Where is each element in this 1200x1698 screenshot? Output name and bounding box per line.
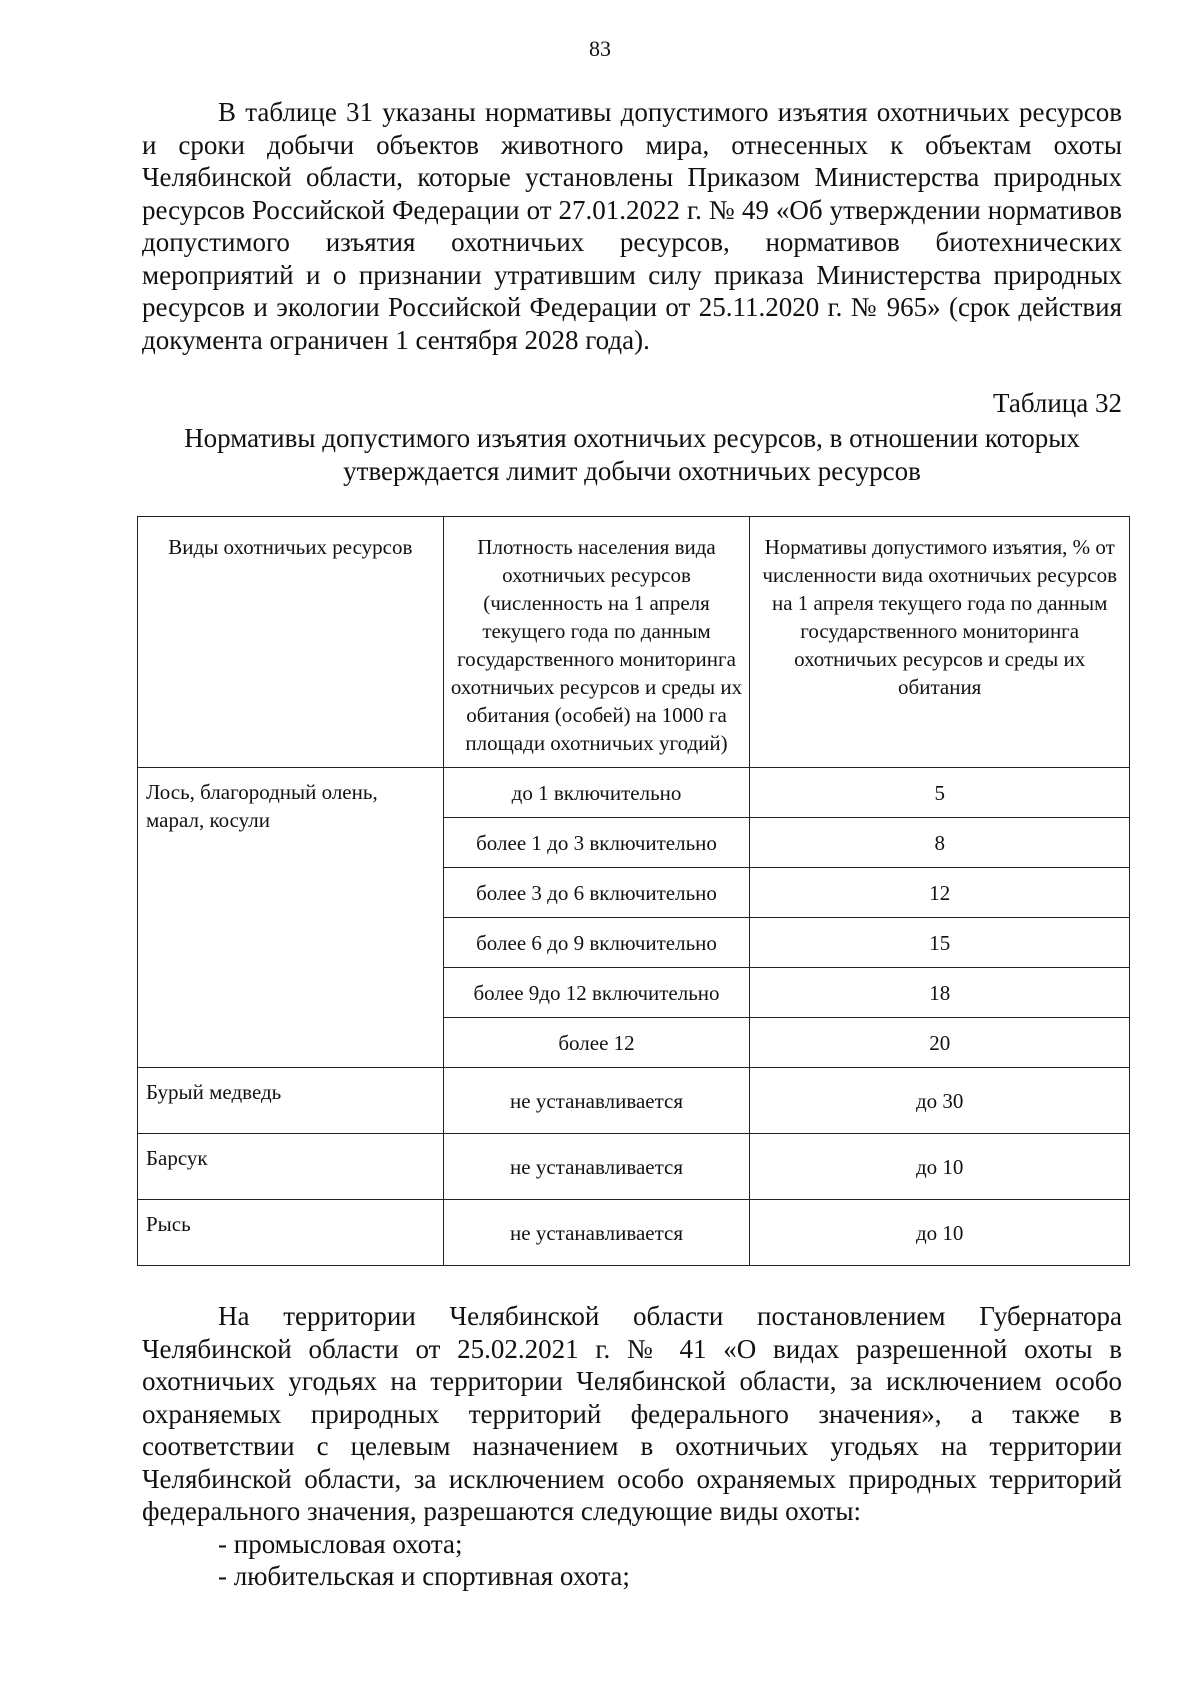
table-row (138, 1068, 1130, 1134)
header-species: Виды охотничьих ресурсов (138, 517, 444, 768)
list-item: - любительская и спортивная охота; (218, 1561, 630, 1591)
norm-cell: 12 (750, 868, 1130, 918)
header-density: Плотность населения вида охотничьих ресурсов (численность на 1 апреля текущего года по данным государственного мониторинга охотничьих ресурсов и среды их обитания (особей) на 1000 га площади охотничьих угодий) (443, 517, 750, 768)
norm-cell: 8 (750, 818, 1130, 868)
norm-cell: 18 (750, 968, 1130, 1018)
density-cell: более 1 до 3 включительно (443, 818, 750, 868)
norm-cell: 5 (750, 768, 1130, 818)
after-table-paragraph: На территории Челябинской области постановлением Губернатора Челябинской области от 25.02.2021 г. № 41 «О видах разрешенной охоты в охотничьих угодьях на территории Челябинской области, за исключением особо охраняемых природных территорий федерального значения», а также в соответствии с целевым назначением в охотничьих угодьях на территории Челябинской области, за исключением особо охраняемых природных территорий федерального значения, разрешаются следующие виды охоты: (142, 1301, 1122, 1526)
species-cell: Бурый медведь (138, 1068, 444, 1134)
species-cell: Барсук (138, 1134, 444, 1200)
header-norm: Нормативы допустимого изъятия, % от численности вида охотничьих ресурсов на 1 апреля текущего года по данным государственного мониторинга охотничьих ресурсов и среды их обитания (750, 517, 1130, 768)
norm-cell: 20 (750, 1018, 1130, 1068)
norm-cell: до 10 (750, 1200, 1130, 1266)
intro-section (142, 96, 1122, 356)
density-cell: более 12 (443, 1018, 750, 1068)
density-cell: более 3 до 6 включительно (443, 868, 750, 918)
table-label: Таблица 32 (993, 388, 1122, 418)
density-cell: не устанавливается (443, 1200, 750, 1266)
after-table-section (142, 1300, 1122, 1593)
species-cell: Лось, благородный олень, марал, косули (138, 768, 444, 1068)
norm-cell: до 10 (750, 1134, 1130, 1200)
list-item: - промысловая охота; (218, 1528, 463, 1559)
table-row (138, 1134, 1130, 1200)
norm-cell: 15 (750, 918, 1130, 968)
density-cell: не устанавливается (443, 1068, 750, 1134)
density-cell: до 1 включительно (443, 768, 750, 818)
norm-cell: до 30 (750, 1068, 1130, 1134)
density-cell: более 6 до 9 включительно (443, 918, 750, 968)
page-number: 83 (589, 36, 611, 61)
table-row (138, 1200, 1130, 1266)
table-title: Нормативы допустимого изъятия охотничьих ресурсов, в отношении которых утверждается лимит добычи охотничьих ресурсов (184, 423, 1080, 486)
norms-table (137, 516, 1130, 1266)
density-cell: не устанавливается (443, 1134, 750, 1200)
density-cell: более 9до 12 включительно (443, 968, 750, 1018)
species-cell: Рысь (138, 1200, 444, 1266)
intro-paragraph: В таблице 31 указаны нормативы допустимого изъятия охотничьих ресурсов и сроки добычи объектов животного мира, отнесенных к объектам охоты Челябинской области, которые установлены Приказом Министерства природных ресурсов Российской Федерации от 27.01.2022 г. № 49 «Об утверждении нормативов допустимого изъятия охотничьих ресурсов, нормативов биотехнических мероприятий и о признании утратившим силу приказа Министерства природных ресурсов и экологии Российской Федерации от 25.11.2020 г. № 965» (срок действия документа ограничен 1 сентября 2028 года). (142, 97, 1122, 355)
table-header-row (138, 517, 1130, 768)
table-row (138, 768, 1130, 818)
